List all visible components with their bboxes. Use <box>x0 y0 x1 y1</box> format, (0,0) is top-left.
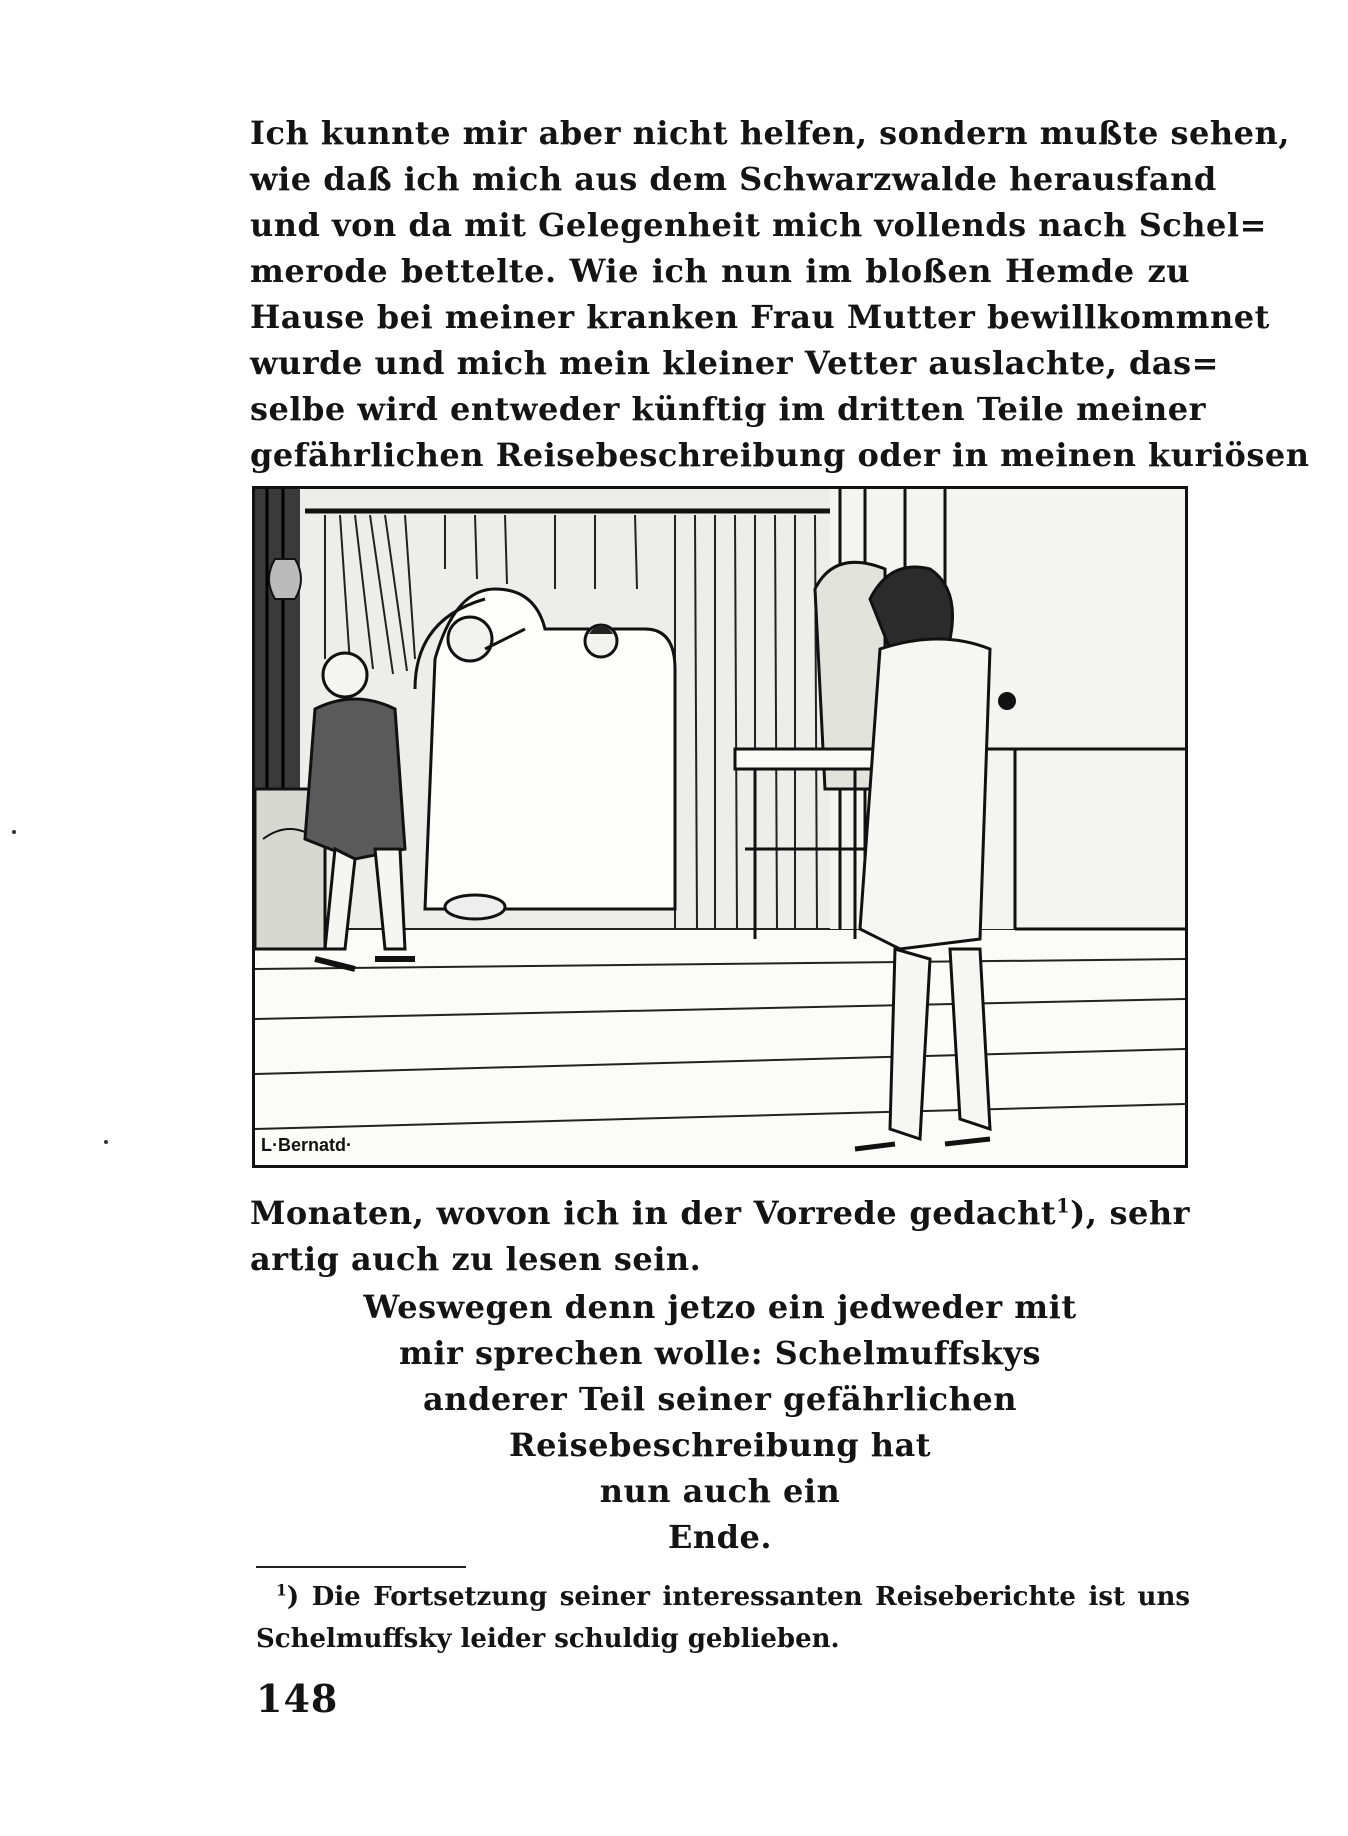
illustration <box>252 486 1188 1168</box>
paragraph-bottom <box>250 1190 1190 1282</box>
page-number: 148 <box>256 1676 339 1721</box>
scan-speck <box>12 830 16 834</box>
paragraph-top <box>250 110 1310 478</box>
footnote-line: Schelmuffsky leider schuldig geblieben. <box>256 1624 840 1654</box>
text-line: wie daß ich mich aus dem Schwarzwalde herausfand <box>250 160 1217 198</box>
closing-line: Weswegen denn jetzo ein jedweder mit <box>363 1288 1077 1326</box>
illustration-drawing <box>255 489 1185 1165</box>
artist-signature: L·Bernatd· <box>261 1135 352 1155</box>
footnote-marker: 1 <box>276 1580 287 1600</box>
text-line: artig auch zu lesen sein. <box>250 1240 702 1278</box>
text-line: merode bettelte. Wie ich nun im bloßen Hemde zu <box>250 252 1190 290</box>
scan-speck <box>104 1140 108 1144</box>
footnote-divider <box>256 1566 466 1568</box>
text-line: und von da mit Gelegenheit mich vollends nach Schel= <box>250 206 1267 244</box>
closing-line: mir sprechen wolle: Schelmuffskys <box>399 1334 1041 1372</box>
text-line: Ich kunnte mir aber nicht helfen, sondern mußte sehen, <box>250 114 1290 152</box>
text-line: selbe wird entweder künftig im dritten Teile meiner <box>250 390 1206 428</box>
floor-boards <box>255 929 1185 1165</box>
text-fragment: Monaten, wovon ich in der Vorrede gedacht <box>250 1194 1057 1232</box>
footnote-line <box>256 1576 1190 1618</box>
closing-line: anderer Teil seiner gefährlichen <box>422 1380 1018 1418</box>
footnote-reference[interactable]: 1 <box>1056 1194 1071 1218</box>
text-fragment: ), sehr <box>1070 1194 1191 1232</box>
closing-lines <box>250 1284 1190 1560</box>
closing-line: Ende. <box>667 1518 773 1556</box>
text-line <box>250 1190 1190 1236</box>
text-line: Hause bei meiner kranken Frau Mutter bewillkommnet <box>250 298 1270 336</box>
footnote <box>256 1576 1190 1660</box>
text-fragment: ) Die Fortsetzung seiner interessanten Reiseberichte ist uns <box>286 1582 1190 1612</box>
closing-line: Reisebeschreibung hat <box>508 1426 932 1464</box>
text-line: gefährlichen Reisebeschreibung oder in meinen kuriösen <box>250 436 1310 474</box>
text-line: wurde und mich mein kleiner Vetter auslachte, das= <box>250 344 1219 382</box>
closing-line: nun auch ein <box>599 1472 841 1510</box>
